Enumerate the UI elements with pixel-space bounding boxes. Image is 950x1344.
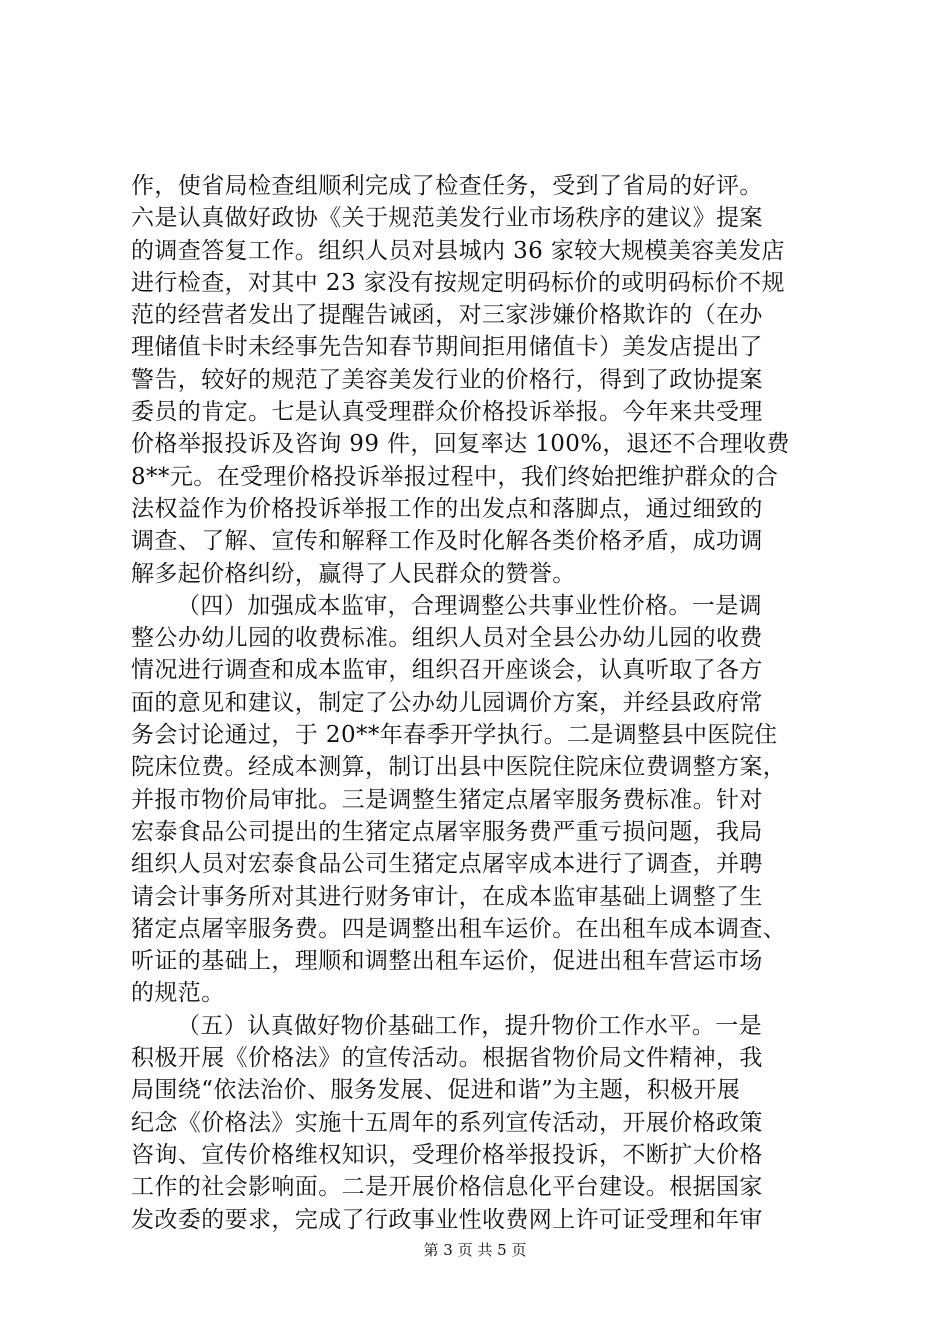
page-footer: 第 3 页 共 5 页 xyxy=(423,1241,527,1259)
text-line: 面的意见和建议，制定了公办幼儿园调价方案，并经县政府常 xyxy=(131,689,763,716)
text-line: 范的经营者发出了提醒告诫函，对三家涉嫌价格欺诈的（在办 xyxy=(131,302,763,329)
text-line: （四）加强成本监审，合理调整公共事业性价格。一是调 xyxy=(177,592,762,619)
text-line: 8**元。在受理价格投诉举报过程中，我们终始把维护群众的合 xyxy=(131,463,779,490)
text-line: 咨询、宣传价格维权知识，受理价格举报投诉，不断扩大价格 xyxy=(131,1141,763,1168)
text-line: 宏泰食品公司提出的生猪定点屠宰服务费严重亏损问题，我局 xyxy=(131,818,763,845)
text-line: 作，使省局检查组顺利完成了检查任务，受到了省局的好评。 xyxy=(131,173,763,199)
text-line: 并报市物价局审批。三是调整生猪定点屠宰服务费标准。针对 xyxy=(131,786,763,813)
body-text xyxy=(131,170,831,1236)
text-line: 猪定点屠宰服务费。四是调整出租车运价。在出租车成本调查、 xyxy=(131,915,787,942)
text-line: 解多起价格纠纷，赢得了人民群众的赞誉。 xyxy=(131,560,576,587)
text-line: 情况进行调查和成本监审，组织召开座谈会，认真听取了各方 xyxy=(131,657,763,684)
text-line: 警告，较好的规范了美容美发行业的价格行，得到了政协提案 xyxy=(131,366,763,393)
text-line: 价格举报投诉及咨询 99 件，回复率达 100%，退还不合理收费 xyxy=(131,431,790,458)
text-line: 的规范。 xyxy=(131,980,225,1007)
text-line: （五）认真做好物价基础工作，提升物价工作水平。一是 xyxy=(177,1012,762,1039)
text-line: 积极开展《价格法》的宣传活动。根据省物价局文件精神，我 xyxy=(131,1045,763,1072)
text-line: 的调查答复工作。组织人员对县城内 36 家较大规模美容美发店 xyxy=(131,237,785,264)
text-line: 院床位费。经成本测算，制订出县中医院住院床位费调整方案， xyxy=(131,754,787,781)
text-line: 进行检查，对其中 23 家没有按规定明码标价的或明码标价不规 xyxy=(131,269,785,296)
text-line: 组织人员对宏泰食品公司生猪定点屠宰成本进行了调查，并聘 xyxy=(131,851,763,878)
text-line: 务会讨论通过，于 20**年春季开学执行。二是调整县中医院住 xyxy=(131,722,778,749)
text-line: 工作的社会影响面。二是开展价格信息化平台建设。根据国家 xyxy=(131,1174,763,1201)
text-line: 请会计事务所对其进行财务审计，在成本监审基础上调整了生 xyxy=(131,883,763,910)
text-line: 理储值卡时未经事先告知春节期间拒用储值卡）美发店提出了 xyxy=(131,334,763,361)
text-line: 调查、了解、宣传和解释工作及时化解各类价格矛盾，成功调 xyxy=(131,528,763,555)
text-line: 六是认真做好政协《关于规范美发行业市场秩序的建议》提案 xyxy=(131,205,763,232)
text-line: 整公办幼儿园的收费标准。组织人员对全县公办幼儿园的收费 xyxy=(131,625,763,652)
text-line: 发改委的要求，完成了行政事业性收费网上许可证受理和年审 xyxy=(131,1206,763,1233)
text-line: 纪念《价格法》实施十五周年的系列宣传活动，开展价格政策 xyxy=(131,1109,763,1136)
text-line: 听证的基础上，理顺和调整出租车运价，促进出租车营运市场 xyxy=(131,948,763,975)
text-line: 法权益作为价格投诉举报工作的出发点和落脚点，通过细致的 xyxy=(131,495,763,522)
text-line: 委员的肯定。七是认真受理群众价格投诉举报。今年来共受理 xyxy=(131,399,763,426)
text-line: 局围绕“依法治价、服务发展、促进和谐”为主题，积极开展 xyxy=(131,1077,741,1104)
